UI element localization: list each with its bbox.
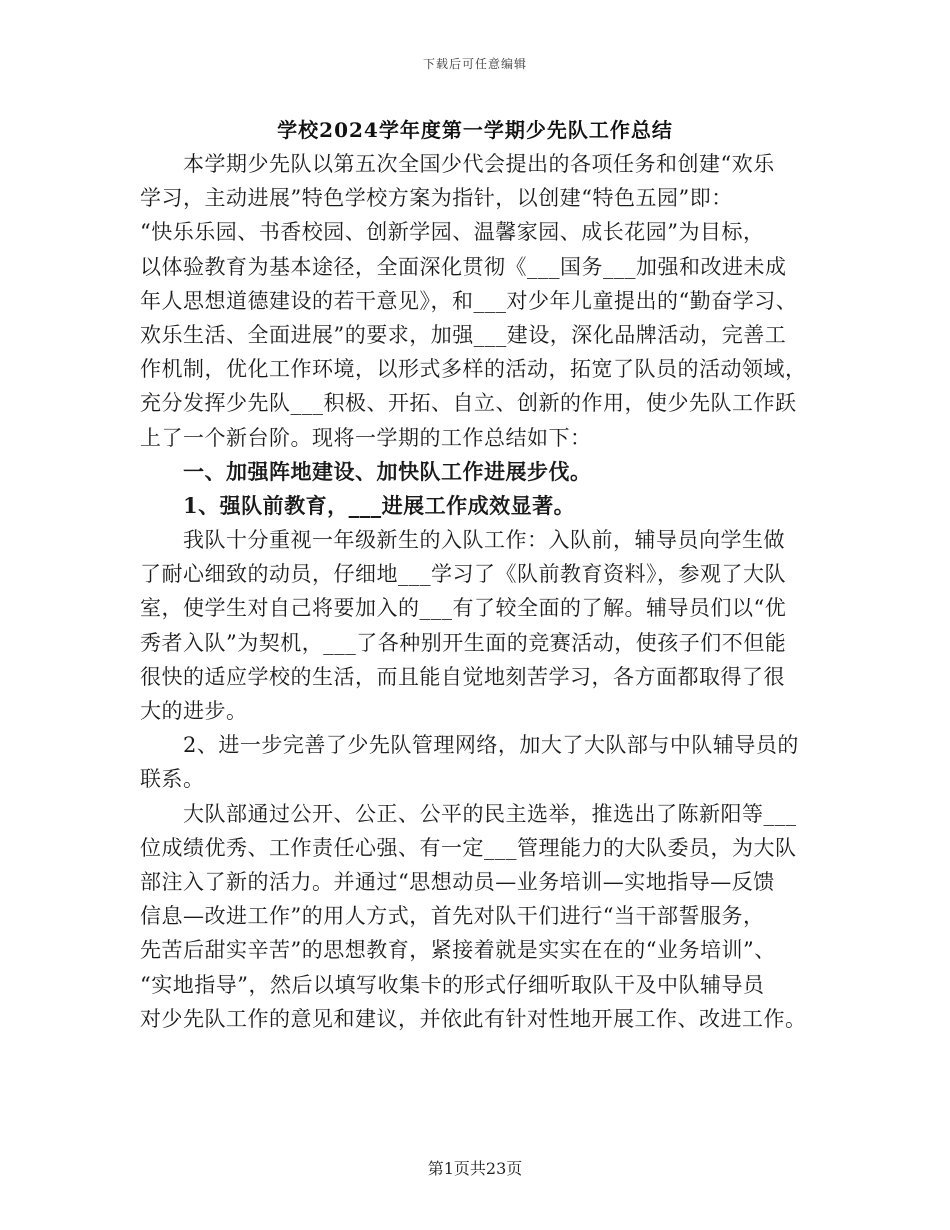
section-heading-1: 一、加强阵地建设、加快队工作进展步伐。 bbox=[140, 458, 592, 484]
body-line: 联系。 bbox=[140, 767, 205, 792]
body-line: 欢乐生活、全面进展”的要求，加强___建设，深化品牌活动，完善工 bbox=[140, 322, 787, 347]
body-line: 室，使学生对自己将要加入的___有了较全面的了解。辅导员们以“优 bbox=[140, 596, 787, 621]
body-line: 充分发挥少先队___积极、开拓、自立、创新的作用，使少先队工作跃 bbox=[140, 391, 797, 416]
body-line: 秀者入队”为契机，___了各种别开生面的竞赛活动，使孩子们不但能 bbox=[140, 630, 787, 655]
body-line: 年人思想道德建设的若干意见》，和___对少年儿童提出的“勤奋学习、 bbox=[140, 288, 798, 313]
body-line: “快乐乐园、书香校园、创新学园、温馨家园、成长花园”为目标， bbox=[140, 220, 765, 245]
body-line: 大的进步。 bbox=[140, 699, 248, 723]
subsection-heading-1: 1、强队前教育，___进展工作成效显著。 bbox=[140, 492, 576, 518]
body-line: 本学期少先队以第五次全国少代会提出的各项任务和创建“欢乐 bbox=[140, 152, 775, 176]
body-line: 部注入了新的活力。并通过“思想动员—业务培训—实地指导—反馈 bbox=[140, 869, 775, 894]
body-line: 先苦后甜实辛苦”的思想教育，紧接着就是实实在在的“业务培训”、 bbox=[140, 938, 776, 963]
body-line: 以体验教育为基本途径，全面深化贯彻《___国务___加强和改进未成 bbox=[140, 254, 787, 279]
document-title: 学校2024学年度第一学期少先队工作总结 bbox=[277, 118, 673, 142]
document-body bbox=[140, 147, 820, 1036]
body-line: 学习，主动进展”特色学校方案为指针，以创建“特色五园”即： bbox=[140, 186, 733, 211]
header-note: 下载后可任意编辑 bbox=[422, 57, 527, 71]
body-line: 2、进一步完善了少先队管理网络，加大了大队部与中队辅导员的 bbox=[140, 733, 799, 758]
body-line: 信息—改进工作”的用人方式，首先对队干们进行“当干部誓服务， bbox=[140, 904, 765, 929]
page-number: 第1页共23页 bbox=[427, 1159, 523, 1178]
body-line: 位成绩优秀、工作责任心强、有一定___管理能力的大队委员，为大队 bbox=[140, 835, 797, 860]
body-line: 上了一个新台阶。现将一学期的工作总结如下： bbox=[140, 425, 592, 450]
body-line: 作机制，优化工作环境，以形式多样的活动，拓宽了队员的活动领域， bbox=[140, 357, 807, 382]
body-line: 很快的适应学校的生活，而且能自觉地刻苦学习，各方面都取得了很 bbox=[140, 664, 785, 689]
body-line: 了耐心细致的动员，仔细地___学习了《队前教育资料》，参观了大队 bbox=[140, 562, 786, 587]
body-line: “实地指导”，然后以填写收集卡的形式仔细听取队干及中队辅导员 bbox=[140, 972, 765, 997]
body-line: 对少先队工作的意见和建议，并依此有针对性地开展工作、改进工作。 bbox=[140, 1006, 807, 1031]
body-line: 大队部通过公开、公正、公平的民主选举，推选出了陈新阳等___ bbox=[140, 801, 797, 826]
body-line: 我队十分重视一年级新生的入队工作：入队前，辅导员向学生做 bbox=[140, 528, 785, 553]
